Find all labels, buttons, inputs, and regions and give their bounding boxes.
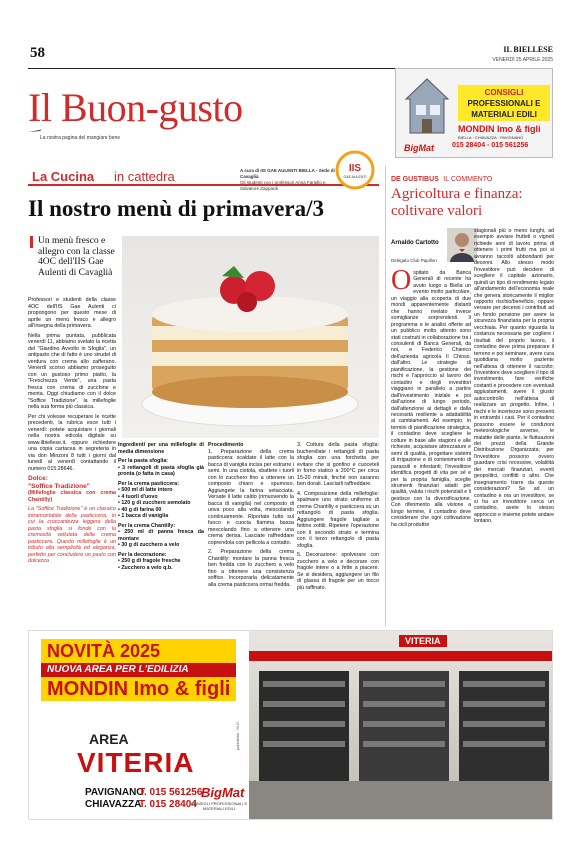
bottom-advertisement[interactable] — [28, 630, 553, 820]
ad-bigmat-sub: CONSIGLI PROFESSIONALI E MATERIALI EDILI — [190, 801, 248, 811]
decor-item: • 250 g di fragole fresche — [118, 558, 181, 564]
sfoglia-title: Per la pasta sfoglia: — [118, 458, 169, 464]
article-lead: Un menù fresco e allegro con la classe 4OC dell'IIS Gae Aulenti di Cavaglià — [38, 236, 115, 278]
credit-line-2: Gli studenti con i professori Anna Fariello e Salvatore Zappardi — [240, 180, 326, 191]
ad-mondin: MONDIN Imo & figli — [41, 677, 236, 701]
author-avatar — [447, 228, 477, 262]
shelving-illustration-icon — [249, 631, 553, 820]
section-title: Il Buon-gusto — [28, 85, 243, 130]
dolce-label: Dolce: — [28, 475, 48, 482]
ad-phone: 015 28404 - 015 561256 — [452, 142, 529, 149]
ad-town-2: CHIAVAZZA — [85, 799, 142, 810]
ad-tagline-2: PROFESSIONALI E — [467, 99, 541, 108]
quill-icon — [28, 129, 42, 133]
procedure-step-5: 5. Decorazione: spolverare con zucchero a velo e decorare con fragole intere o a fette a piacere. Se si desidera, aggiungere un filo di glassa di fragole per un tocco più raffinato. — [297, 552, 379, 591]
procedure-step-4: 4. Composizione della millefoglie: spalmare uno strato uniforme di crema Chantilly e pasticcera su un rettangolo di pasta sfoglia. Aggiungere fragole tagliate a fettine sottili. Ripetere l'operazione con il secondo strato e termina con il terzo rettangolo di pasta sfoglia. — [297, 490, 379, 549]
article-paragraph: Professori e studenti della classe 4OC dell'IIS Gae Aulenti ci propongono per questo mese di aprile un menù fresco e allegro all'insegna della primavera. — [28, 297, 116, 329]
pasticcera-title: Per la crema pasticcera: — [118, 480, 179, 487]
procedure-step-1: 1. Preparazione della crema pasticcera: scaldate il latte con la bacca di vaniglia incisa per estrarre i semi. In una ciotola, sbattete i tuorli con lo zucchero fino a ottenere un composto chiaro e spumoso. Aggiungete la farina setacciata. Versate il latte caldo (rimuovendo la bacca di vaniglia) nel composto di uova poco alla volta, mescolando continuamente. Riportate tutto sul fuoco e cuocia fiamma bassa mescolando fino a ottenere una crema densa. Lasciate raffreddare coprendola con pellicola a contatto. — [208, 448, 294, 546]
sfoglia-item: • 3 rettangoli di pasta sfoglia già pronta (o fatta in casa) — [118, 464, 204, 477]
pasticcera-item: • 120 g di zucchero semolato — [118, 500, 191, 506]
cucina-kicker-rest: in cattedra — [114, 169, 175, 184]
pasticcera-item: • 4 tuorli d'uovo — [118, 493, 158, 500]
chantilly-item: • 250 ml di panna fresca da montare — [118, 529, 204, 542]
article-title: Il nostro menù di primavera/3 — [28, 196, 325, 221]
ad-tagline-3: MATERIALI EDILI — [471, 110, 537, 119]
page-number: 58 — [30, 45, 45, 61]
ad-area: AREA — [89, 731, 129, 747]
gustibus-column-1 — [391, 265, 471, 528]
cucina-kicker-bold: La Cucina — [32, 169, 95, 184]
article-column-1 — [28, 297, 116, 568]
ad-towns — [85, 787, 144, 811]
millefoglie-photo — [122, 236, 379, 438]
ad-viteria: VITERIA — [77, 747, 195, 778]
ad-credit: pubblicità · M.G. — [235, 721, 240, 751]
pasticcera-item: • 500 ml di latte intero — [118, 487, 173, 493]
ad-novita: NOVITÀ 2025 — [41, 639, 236, 663]
procedure-step-2: 2. Preparazione della crema Chantilly: montare la panna fresca ben fredda con lo zucchero a velo fino a ottenere una consistenza soffice. Incorporarla delicatamente alla crema pasticcera ormai fredda. — [208, 549, 294, 588]
ad-nuova-area: NUOVA AREA PER L'EDILIZIA — [41, 663, 236, 677]
ad-left-panel — [29, 631, 249, 820]
gustibus-kicker — [391, 168, 553, 183]
house-icon — [404, 77, 450, 137]
pasticcera-item: • 1 bacca di vaniglia — [118, 513, 169, 519]
dolce-description: (Millefoglie classica con crema Chantilly) — [28, 490, 116, 503]
publication-name: IL BIELLESE — [503, 45, 553, 54]
ad-company: MONDIN Imo & figli — [458, 124, 541, 134]
shop-interior-photo — [249, 631, 553, 820]
top-advertisement[interactable] — [395, 68, 553, 158]
chantilly-item: • 30 g di zucchero a velo — [118, 542, 180, 548]
cucina-kicker-bar — [28, 166, 379, 191]
procedure-column-2 — [297, 442, 379, 594]
ad-tel-2: T. 015 28404 — [139, 799, 197, 810]
article-paragraph: Nella prima puntata, pubblicata venerdì 11, abbiamo svelato la ricetta del "Giardino Avvolto in Sfoglia", un antipasto che di fatto è uno strudel di verdura con crema allo zafferano. Venerdì scorso abbiamo proseguito con un gustoso primo piatto, la "Freschezza Verde", una pasta fresca con crema di zucchine e menta. Oggi chiudiamo con il dolce "Soffice Tradizione", la millefoglie nella sua forma più classica. — [28, 332, 116, 410]
ad-brand-logo: BigMat — [404, 143, 434, 153]
gustibus-text-1: spitato da Banca Generali di recente ha avuto luogo a Biella un evento molto particolare, un viaggio alla scoperta di due mondi apparentemente distanti che hanno rivelato invece somiglianze sorprendenti. Il programma e le analisi offerte ad un pubblico molto attento sono stati costruiti in collaborazione tra i consulenti di Banca Generali, da noi, e Federico Chierico dell'azienda agricola Il Chioso, dall'altro. Le strategie di pianificazione, la gestione dei rischi e l'approccio al lavoro dei contadini e degli investitori viaggiano in parallelo a partire dall'investimento iniziale e poi dall'azione di lungo periodo, dall'attenzione ai dettagli e dalla necessità resiliente a adattabilità ai cambiamenti. Ad esempio, in termini di pianificazione strategica, il contadino deve scegliere le colture in base alle stagioni e alle richieste, acquistare attrezzature e semi di qualità, progettare sistemi di irrigazione e di contenimento di parassiti e infestanti; l'investitore identifica progetti di vita per sé e per la propria famiglia, sceglie strumenti finanziari adatti per qualità, valuta i rischi potenziali e li gestisce con la diversificazione. Con riferimento alla visione a lungo termine, il contadino deve considerare che ogni coltivazione ha cicli produttivi — [391, 270, 471, 528]
ad-locations: BIELLA · CHIAVAZZA · PAVIGNANO — [458, 135, 524, 140]
issue-date: VENERDÌ 25 APRILE 2025 — [492, 57, 553, 63]
ingredients-column — [118, 442, 204, 571]
section-subtitle: La nostra pagina del mangiare bene — [40, 135, 121, 141]
ad-tagline-1: CONSIGLI — [484, 88, 524, 97]
chantilly-title: Per la crema Chantilly: — [118, 522, 176, 529]
gustibus-column-2: stagionali più o meno lunghi, ad esempio avviare frutteti o vigneti richiede anni di lavoro prima di ottenere i primi frutti ma poi si avranno raccolti abbondanti per decenni. Allo stesso modo l'investitore può decidere di scegliere il capitale azionario, quindi un tipo di rendimento legato all'andamento dell'economia reale che genera storicamente il miglior rapporto rischio/beneficio, oppure versare per decenni i contributi ad un fondo pensione per avere la sicurezza finanziaria per la propria vecchiaia. Per quanto riguarda la costanza necessaria per cogliere i risultati del proprio lavoro, il contadino deve prima preparare il terreno e poi seminare, avere cura quotidiana molto paziente nell'attesa di ottenere il raccolto; l'investitore deve scegliere il tipo di investimento, fare verifiche costanti e procedere con eventuali aggiustamenti, avere il giusto autocontrollo nell'attesa di realizzare un progetto. Infine, i rischi e le incertezze sono presenti in entrambi i casi. Per il contadino possono essere le condizioni meteorologiche avverse, le malattie delle piante, le fluttuazioni dei prezzi della Grande Distribuzione Organizzata; per l'investitore possono ovvero guardare crisi recessive, volatilità dei mercati finanziari, eventi geopolitici, conflitti o altro. Che insegnamento trarre da queste considerazioni? Se ad un contadino e ora un investitore, se si ha un investitore cerca un contadino, avete lo stesso approccio e insieme potete andare lontano. — [474, 228, 554, 525]
ad-town-1: PAVIGNANO — [85, 787, 145, 798]
procedure-step-3: 3. Cottura della pasta sfoglia: bucherellate i rettangoli di pasta sfoglia con una forchetta per evitare che si gonfino e cuoceteli in forno statico a 200°C per circa 15-20 minuti, finché non saranno ben dorati. Lasciarli raffreddare. — [297, 442, 379, 487]
cake-illustration-icon — [122, 236, 379, 438]
credit-line-1: A cura di IIS GAE AULENTI BIELLA - Sede di Cavaglià — [240, 168, 335, 179]
ad-tel-1: T. 015 561256 — [139, 787, 203, 798]
dropcap: O — [391, 265, 412, 296]
column-divider — [385, 166, 386, 626]
ad-tagline — [458, 85, 550, 121]
cucina-credits — [240, 168, 340, 192]
procedure-title: Procedimento — [208, 442, 244, 448]
school-logo-sub: GAE AULENTI — [343, 175, 367, 179]
lead-marker — [30, 236, 33, 248]
school-logo-icon — [335, 150, 375, 190]
pasticcera-item: • 40 g di farina 00 — [118, 506, 162, 513]
dolce-intro: La "Soffice Tradizione" è un classico intramontabile della pasticceria, in cui la croccantezza leggera della pasta sfoglia si fonde con la cremosità vellutata della crema pasticcera. Questo millefoglie è un tributo alla semplicità ed eleganza, perfetto per concludere un pasto con dolcezza — [28, 506, 116, 564]
ad-bigmat-logo: BigMat — [201, 785, 245, 800]
ingredients-title: Ingredienti per una millefoglie di media dimensione — [118, 442, 204, 455]
school-logo-text: IIS — [348, 163, 362, 174]
dolce-name: "Soffice Tradizione" — [28, 482, 90, 490]
decor-item: • Zucchero a velo q.b. — [118, 564, 173, 571]
procedure-column — [208, 442, 294, 591]
author-name: Arnaldo Cartotto — [391, 240, 439, 246]
shop-sign: VITERIA — [399, 635, 447, 647]
gustibus-kicker-rest: IL COMMENTO — [443, 176, 493, 183]
article-paragraph: Per chi volesse recuperare le ricette precedenti, la rubrica esce tutti i venerdì: potete acquistare i giornali nella nostra edicola digitale su www.ilbiellese.it, oppure richiedere una copia cartacea in segreteria in via don Minzoni 8 tutti i giorni dal lunedì al venerdì contattando il numero 015.28646. — [28, 413, 116, 472]
gustibus-title: Agricoltura e finanza: coltivare valori — [391, 186, 523, 219]
decor-title: Per la decorazione: — [118, 551, 167, 558]
gustibus-kicker-bold: DE GUSTIBUS — [391, 176, 439, 183]
author-role: Delegato Club Papillon — [391, 258, 437, 263]
